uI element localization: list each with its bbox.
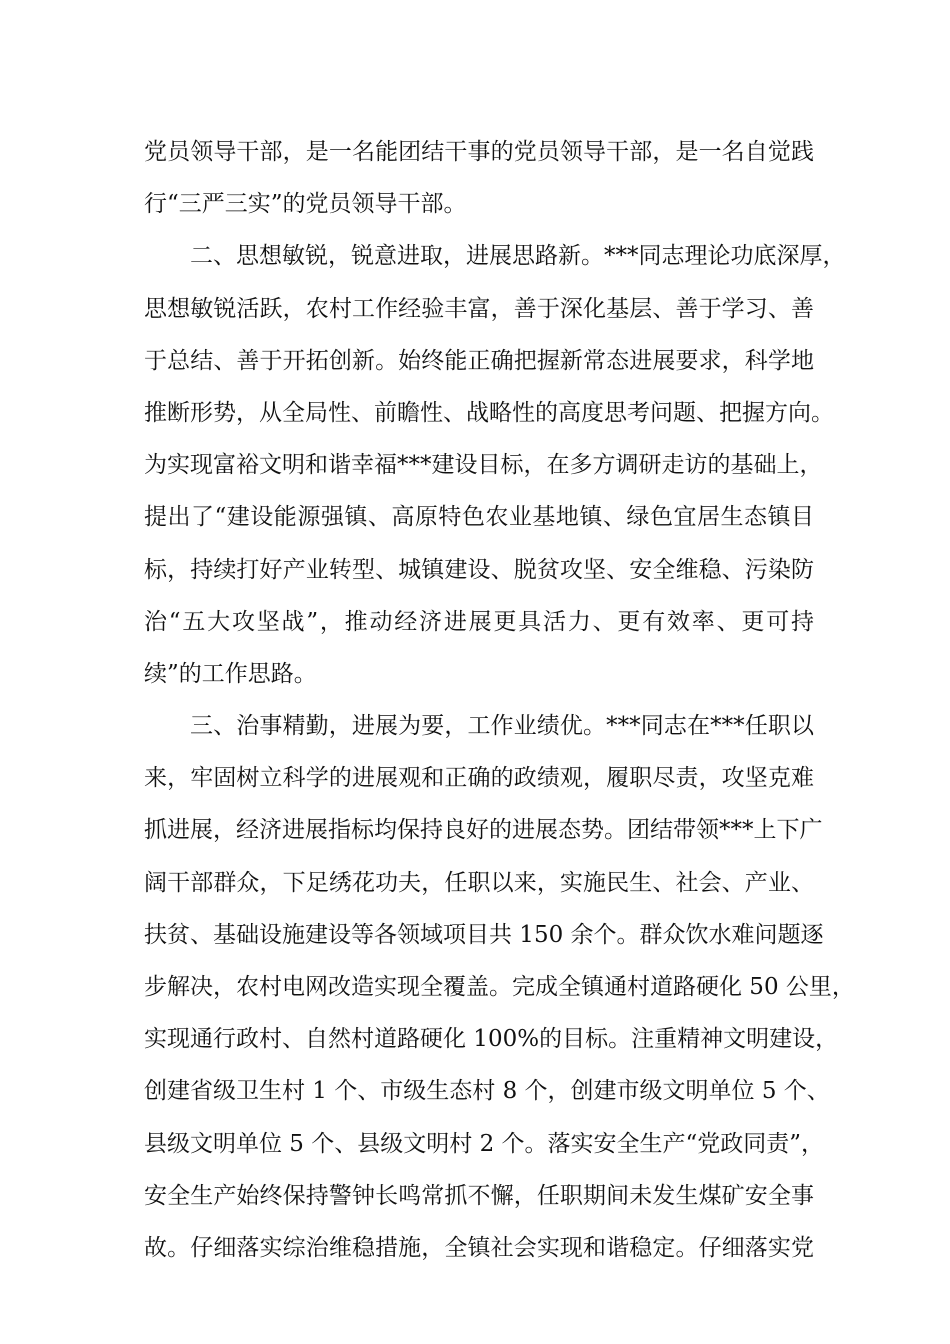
document-body [144, 126, 855, 1274]
text-line: 县级文明单位 5 个、县级文明村 2 个。落实安全生产“党政同责”， [144, 1130, 825, 1157]
text-line: 为实现富裕文明和谐幸福***建设目标，在多方调研走访的基础上， [144, 452, 823, 479]
text-line: 阔干部群众，下足绣花功夫，任职以来，实施民生、社会、产业、 [144, 869, 814, 896]
text-line: 二、思想敏锐，锐意进取，进展思路新。***同志理论功底深厚， [190, 243, 846, 270]
text-line: 于总结、善于开拓创新。始终能正确把握新常态进展要求，科学地 [144, 347, 814, 374]
text-line: 续”的工作思路。 [144, 660, 317, 687]
text-line: 思想敏锐活跃，农村工作经验丰富，善于深化基层、善于学习、善 [144, 295, 814, 322]
text-line: 步解决，农村电网改造实现全覆盖。完成全镇通村道路硬化 50 公里， [144, 974, 855, 1000]
text-line: 三、治事精勤，进展为要，工作业绩优。***同志在***任职以 [190, 713, 814, 740]
text-line: 推断形势，从全局性、前瞻性、战略性的高度思考问题、把握方向。 [144, 399, 834, 426]
text-line: 治“五大攻坚战”，推动经济进展更具活力、更有效率、更可持 [144, 608, 814, 635]
text-line: 标，持续打好产业转型、城镇建设、脱贫攻坚、安全维稳、污染防 [144, 556, 814, 583]
text-line: 故。仔细落实综治维稳措施，全镇社会实现和谐稳定。仔细落实党 [144, 1234, 814, 1261]
text-line: 党员领导干部，是一名能团结干事的党员领导干部，是一名自觉践 [144, 139, 814, 165]
text-line: 抓进展，经济进展指标均保持良好的进展态势。团结带领***上下广 [144, 817, 823, 844]
text-line: 提出了“建设能源强镇、高原特色农业基地镇、绿色宜居生态镇目 [144, 504, 814, 531]
text-line: 扶贫、基础设施建设等各领域项目共 150 余个。群众饮水难问题逐 [144, 921, 824, 948]
text-line: 创建省级卫生村 1 个、市级生态村 8 个，创建市级文明单位 5 个、 [144, 1078, 830, 1105]
text-line: 行“三严三实”的党员领导干部。 [144, 191, 467, 218]
text-line: 安全生产始终保持警钟长鸣常抓不懈，任职期间未发生煤矿安全事 [144, 1182, 814, 1209]
text-line: 来，牢固树立科学的进展观和正确的政绩观，履职尽责，攻坚克难 [144, 765, 814, 792]
text-line: 实现通行政村、自然村道路硬化 100%的目标。注重精神文明建设， [144, 1026, 839, 1053]
